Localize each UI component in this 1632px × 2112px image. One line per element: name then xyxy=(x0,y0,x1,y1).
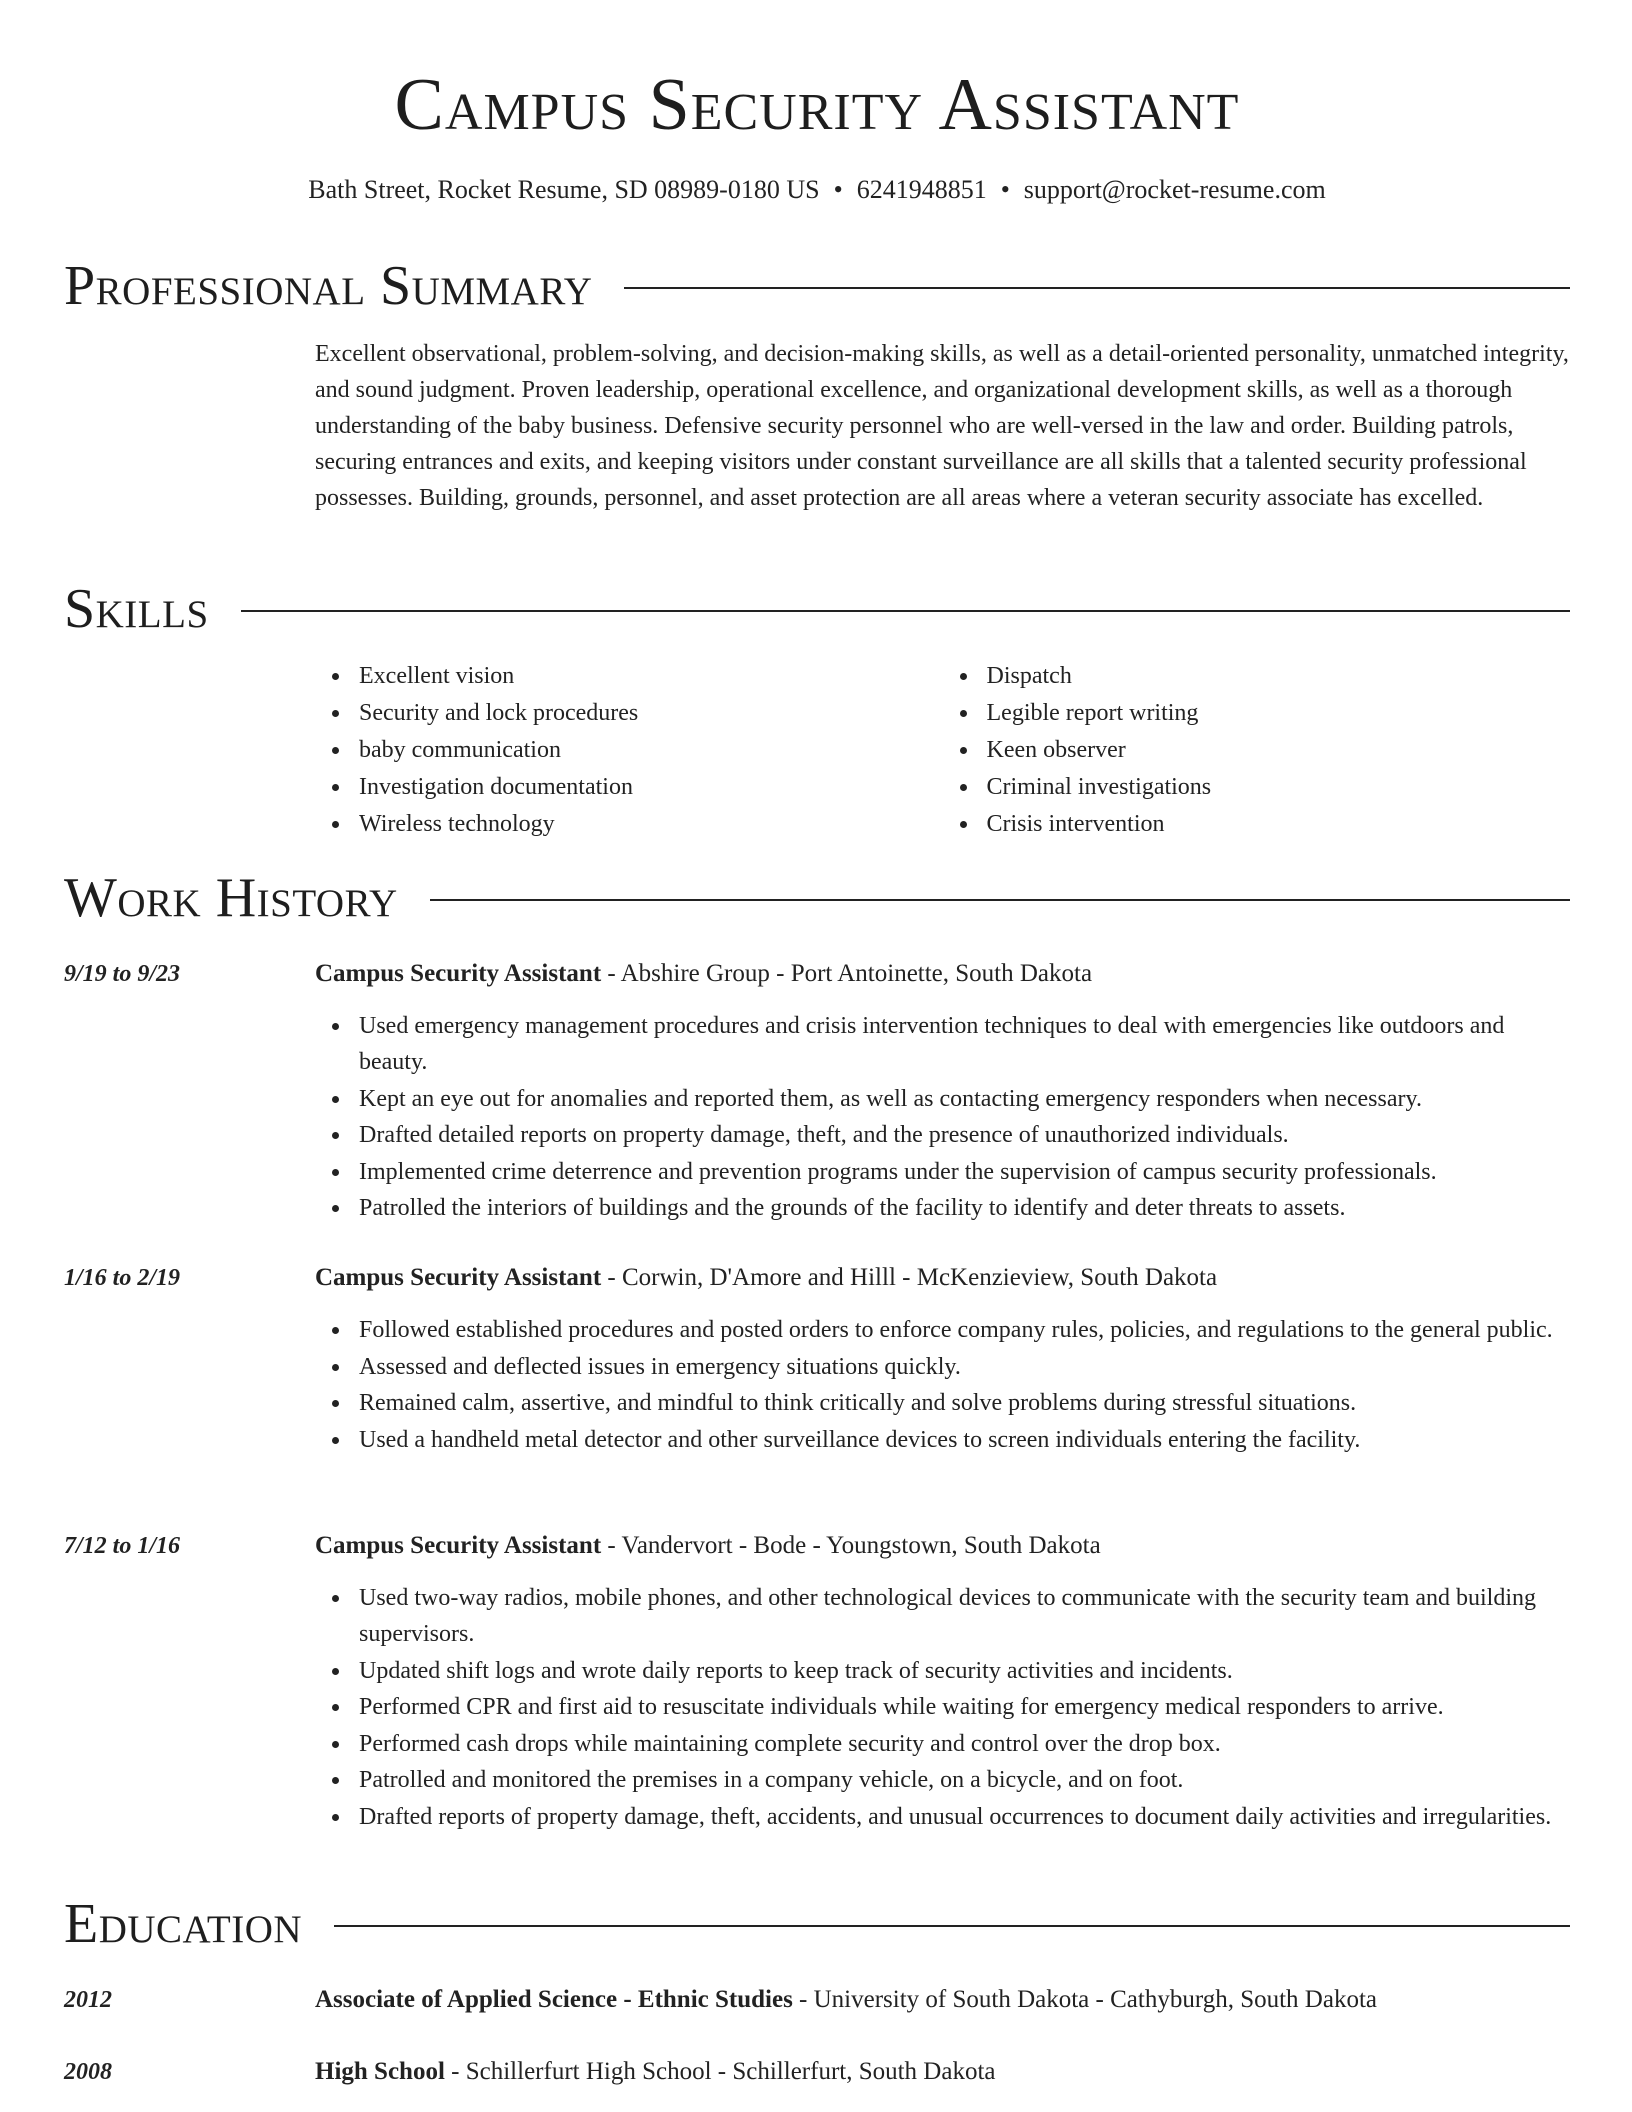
job-bullet: Followed established procedures and posted orders to enforce company rules, policies, and regulations to the general public. xyxy=(359,1312,1570,1348)
skills-section-header xyxy=(64,577,1570,641)
resume-page xyxy=(64,0,1570,2085)
resume-name: Campus Security Assistant xyxy=(394,64,1240,146)
job-bullet: Drafted reports of property damage, theft, accidents, and unusual occurrences to document daily activities and irregularities. xyxy=(359,1799,1570,1835)
skills-title: Skills xyxy=(64,578,209,640)
skill-item: Keen observer xyxy=(987,732,1571,769)
summary-section-header xyxy=(64,254,1570,318)
education-entry xyxy=(315,2056,1570,2088)
job-bullets xyxy=(315,1312,1570,1458)
education-entry xyxy=(315,1984,1570,2016)
job-bullet: Updated shift logs and wrote daily reports to keep track of security activities and incidents. xyxy=(359,1653,1570,1689)
education-title: Education xyxy=(64,1893,303,1955)
education-degree: High School xyxy=(315,2058,445,2085)
job-bullet: Patrolled and monitored the premises in a company vehicle, on a bicycle, and on foot. xyxy=(359,1762,1570,1798)
skill-item: Crisis intervention xyxy=(987,806,1571,843)
job-heading xyxy=(315,1262,1570,1294)
job-details: - Abshire Group - Port Antoinette, South Dakota xyxy=(601,960,1093,987)
skill-item: Security and lock procedures xyxy=(359,695,943,732)
section-divider xyxy=(334,1925,1570,1927)
job-bullets xyxy=(315,1580,1570,1835)
skill-item: baby communication xyxy=(359,732,943,769)
section-divider xyxy=(241,610,1570,612)
skill-item: Criminal investigations xyxy=(987,769,1571,806)
job-dates: 7/12 to 1/16 xyxy=(64,1533,181,1559)
education-year: 2012 xyxy=(64,1987,112,2013)
job-bullet: Performed cash drops while maintaining complete security and control over the drop box. xyxy=(359,1726,1570,1762)
job-bullet: Assessed and deflected issues in emergency situations quickly. xyxy=(359,1349,1570,1385)
job-bullet: Kept an eye out for anomalies and reported them, as well as contacting emergency responders when necessary. xyxy=(359,1081,1570,1117)
job-bullet: Patrolled the interiors of buildings and the grounds of the facility to identify and deter threats to assets. xyxy=(359,1190,1570,1226)
job-entry xyxy=(315,1262,1570,1458)
job-role: Campus Security Assistant xyxy=(315,960,602,987)
education-details: - Schillerfurt High School - Schillerfurt, South Dakota xyxy=(444,2058,996,2085)
job-bullet: Used emergency management procedures and crisis intervention techniques to deal with emergencies like outdoors and beauty. xyxy=(359,1008,1570,1080)
skill-item: Excellent vision xyxy=(359,658,943,695)
summary-content xyxy=(315,336,1570,516)
contact-email[interactable]: support@rocket-resume.com xyxy=(1023,175,1326,204)
job-role: Campus Security Assistant xyxy=(315,1532,602,1559)
education-year: 2008 xyxy=(64,2059,112,2085)
summary-text: Excellent observational, problem-solving, and decision-making skills, as well as a detail-oriented personality, unmatched integrity, and sound judgment. Proven leadership, operational excellence, and organizational development skills, as well as a thorough understanding of the baby business. Defensive security personnel who are well-versed in the law and order. Building patrols, securing entrances and exits, and keeping visitors under constant surveillance are all skills that a talented security professional possesses. Building, grounds, personnel, and asset protection are all areas where a veteran security associate has excelled. xyxy=(315,341,1569,511)
education-section-header xyxy=(64,1892,1570,1956)
contact-line xyxy=(64,174,1570,206)
skill-item: Dispatch xyxy=(987,658,1571,695)
section-divider xyxy=(624,287,1570,289)
summary-title: Professional Summary xyxy=(64,255,593,317)
job-details: - Vandervort - Bode - Youngstown, South Dakota xyxy=(601,1532,1101,1559)
contact-separator: • xyxy=(1000,175,1010,204)
skills-list-left xyxy=(315,658,943,843)
job-details: - Corwin, D'Amore and Hilll - McKenzieview, South Dakota xyxy=(601,1264,1218,1291)
skill-item: Investigation documentation xyxy=(359,769,943,806)
education-degree: Associate of Applied Science - Ethnic Studies xyxy=(315,1986,793,2013)
contact-separator: • xyxy=(833,175,843,204)
skill-item: Legible report writing xyxy=(987,695,1571,732)
job-bullets xyxy=(315,1008,1570,1226)
job-bullet: Drafted detailed reports on property damage, theft, and the presence of unauthorized individuals. xyxy=(359,1117,1570,1153)
job-entry xyxy=(315,1530,1570,1836)
job-heading xyxy=(315,1530,1570,1562)
job-dates: 1/16 to 2/19 xyxy=(64,1265,181,1291)
job-role: Campus Security Assistant xyxy=(315,1264,602,1291)
job-bullet: Performed CPR and first aid to resuscitate individuals while waiting for emergency medical responders to arrive. xyxy=(359,1689,1570,1725)
job-bullet: Remained calm, assertive, and mindful to think critically and solve problems during stressful situations. xyxy=(359,1385,1570,1421)
job-entry xyxy=(315,958,1570,1227)
skills-list-right xyxy=(943,658,1571,843)
skills-content xyxy=(315,658,1570,843)
section-divider xyxy=(430,899,1570,901)
job-heading xyxy=(315,958,1570,990)
education-heading xyxy=(315,1984,1570,2016)
contact-phone: 6241948851 xyxy=(856,175,987,204)
education-details: - University of South Dakota - Cathyburgh, South Dakota xyxy=(792,1986,1377,2013)
contact-address: Bath Street, Rocket Resume, SD 08989-0180 US xyxy=(308,175,820,204)
job-bullet: Used a handheld metal detector and other surveillance devices to screen individuals entering the facility. xyxy=(359,1422,1570,1458)
job-dates: 9/19 to 9/23 xyxy=(64,961,181,987)
skill-item: Wireless technology xyxy=(359,806,943,843)
work-section-header xyxy=(64,866,1570,930)
job-bullet: Implemented crime deterrence and prevention programs under the supervision of campus security professionals. xyxy=(359,1154,1570,1190)
work-title: Work History xyxy=(64,867,398,929)
job-bullet: Used two-way radios, mobile phones, and other technological devices to communicate with the security team and building supervisors. xyxy=(359,1580,1570,1652)
skills-columns xyxy=(315,658,1570,843)
education-heading xyxy=(315,2056,1570,2088)
